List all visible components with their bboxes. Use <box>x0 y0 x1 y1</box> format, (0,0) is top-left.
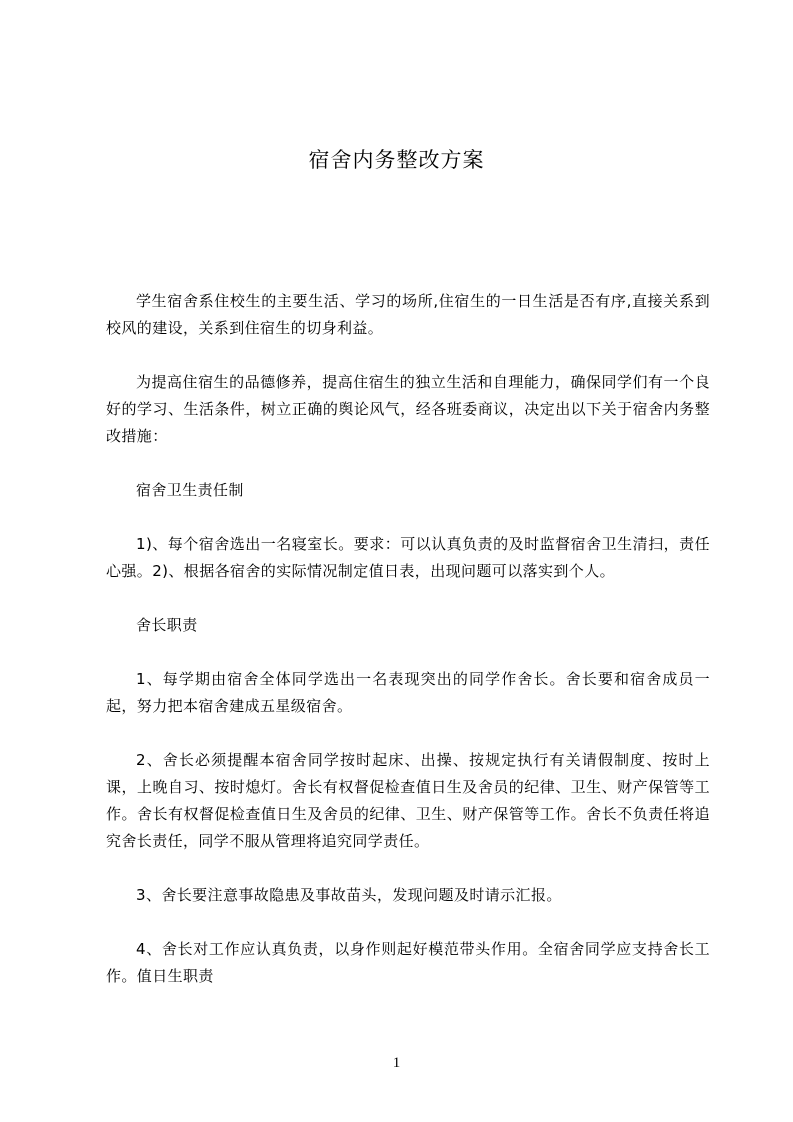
paragraph-duty-4: 4、舍长对工作应认真负责，以身作则起好模范带头作用。全宿舍同学应支持舍长工作。值日生职责 <box>106 940 710 985</box>
section-heading-leader-duties: 舍长职责 <box>136 616 198 634</box>
document-title: 宿舍内务整改方案 <box>308 148 485 172</box>
section-heading-hygiene: 宿舍卫生责任制 <box>136 481 244 499</box>
document-body <box>106 288 710 1017</box>
paragraph-duty-2: 2、舍长必须提醒本宿舍同学按时起床、出操、按规定执行有关请假制度、按时上课，上晚自习、按时熄灯。舍长有权督促检查值日生及舍员的纪律、卫生、财产保管等工作。舍长有权督促检查值日生及舍员的纪律、卫生、财产保管等工作。舍长不负责任将追究舍长责任，同学不服从管理将追究同学责任。 <box>106 751 710 850</box>
paragraph-purpose: 为提高住宿生的品德修养，提高住宿生的独立生活和自理能力，确保同学们有一个良好的学习、生活条件，树立正确的舆论风气，经各班委商议，决定出以下关于宿舍内务整改措施： <box>106 373 710 445</box>
paragraph-hygiene-rules: 1)、每个宿舍选出一名寝室长。要求：可以认真负责的及时监督宿舍卫生清扫，责任心强。2)、根据各宿舍的实际情况制定值日表，出现问题可以落实到个人。 <box>106 535 710 580</box>
paragraph-duty-1: 1、每学期由宿舍全体同学选出一名表现突出的同学作舍长。舍长要和宿舍成员一起，努力把本宿舍建成五星级宿舍。 <box>106 670 710 715</box>
page-number: 1 <box>392 1055 401 1071</box>
paragraph-duty-3: 3、舍长要注意事故隐患及事故苗头，发现问题及时请示汇报。 <box>136 886 562 904</box>
paragraph-intro: 学生宿舍系住校生的主要生活、学习的场所,住宿生的一日生活是否有序,直接关系到校风的建设，关系到住宿生的切身利益。 <box>106 292 710 337</box>
